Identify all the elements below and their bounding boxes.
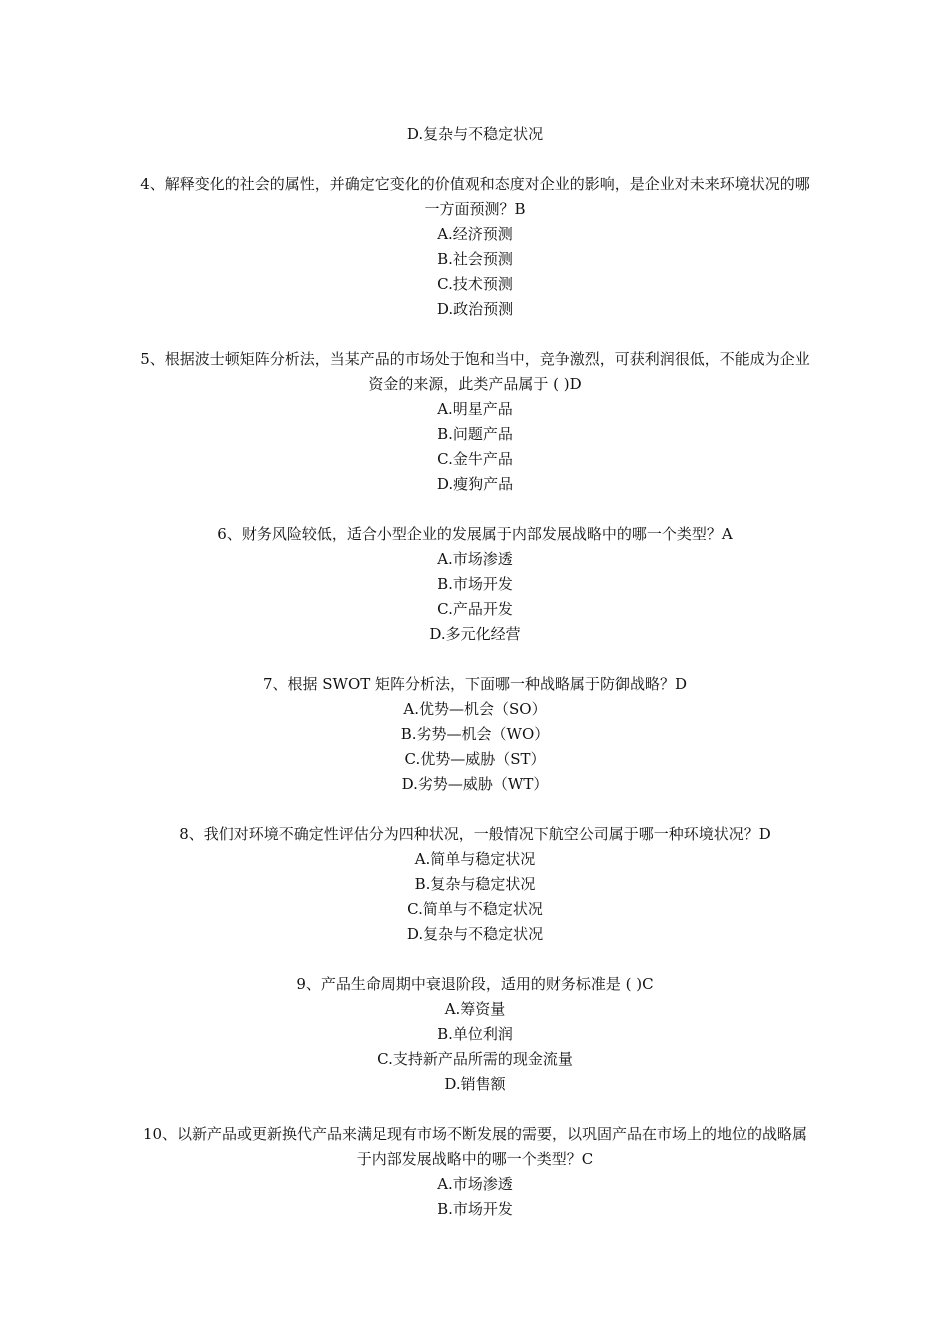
option-b: B.单位利润: [437, 1025, 513, 1043]
option-c: C.支持新产品所需的现金流量: [377, 1050, 573, 1068]
question-text: 6、财务风险较低，适合小型企业的发展属于内部发展战略中的哪一个类型？A: [217, 525, 733, 543]
option-d: D.政治预测: [436, 300, 514, 318]
option-a: A.市场渗透: [437, 550, 513, 568]
option-a: A.明星产品: [437, 400, 513, 418]
option-a: A.优势—机会（SO）: [403, 700, 547, 718]
option-b: B.市场开发: [437, 1200, 513, 1218]
option-b: B.社会预测: [437, 250, 513, 268]
question-4: [140, 172, 810, 322]
option-b: B.劣势—机会（WO）: [400, 725, 550, 743]
option-d: D.复杂与不稳定状况: [406, 925, 544, 943]
question-text: 8、我们对环境不确定性评估分为四种状况，一般情况下航空公司属于哪一种环境状况？D: [179, 825, 771, 843]
option-c: C.金牛产品: [437, 450, 513, 468]
option-d: D.劣势—威胁（WT）: [401, 775, 549, 793]
option-a: A.经济预测: [437, 225, 513, 243]
question-8: [140, 822, 810, 947]
question-9: [140, 972, 810, 1097]
document-page: [140, 122, 810, 1222]
question-10: [140, 1122, 810, 1222]
option-d: D.销售额: [444, 1075, 506, 1093]
option-c: C.技术预测: [437, 275, 513, 293]
option-c: C.优势—威胁（ST）: [404, 750, 546, 768]
option-d: D.多元化经营: [429, 625, 521, 643]
question-7: [140, 672, 810, 797]
option-a: A.简单与稳定状况: [414, 850, 536, 868]
option-b: B.复杂与稳定状况: [414, 875, 536, 893]
question-text: 4、解释变化的社会的属性，并确定它变化的价值观和态度对企业的影响，是企业对未来环境状况的哪一方面预测？B: [140, 175, 810, 218]
question-text: 5、根据波士顿矩阵分析法，当某产品的市场处于饱和当中，竞争激烈，可获利润很低，不能成为企业资金的来源，此类产品属于 ( )D: [140, 350, 810, 393]
option-c: C.简单与不稳定状况: [407, 900, 543, 918]
question-5: [140, 347, 810, 497]
option-a: A.市场渗透: [437, 1175, 513, 1193]
question-6: [140, 522, 810, 647]
question-text: 10、以新产品或更新换代产品来满足现有市场不断发展的需要，以巩固产品在市场上的地位的战略属于内部发展战略中的哪一个类型？C: [142, 1125, 808, 1168]
question-text: 9、产品生命周期中衰退阶段，适用的财务标准是 ( )C: [296, 975, 654, 993]
leading-option: D.复杂与不稳定状况: [406, 125, 544, 143]
option-b: B.市场开发: [437, 575, 513, 593]
option-c: C.产品开发: [437, 600, 513, 618]
option-a: A.筹资量: [444, 1000, 506, 1018]
option-d: D.瘦狗产品: [436, 475, 514, 493]
question-text: 7、根据 SWOT 矩阵分析法，下面哪一种战略属于防御战略？D: [262, 675, 688, 693]
option-b: B.问题产品: [437, 425, 513, 443]
